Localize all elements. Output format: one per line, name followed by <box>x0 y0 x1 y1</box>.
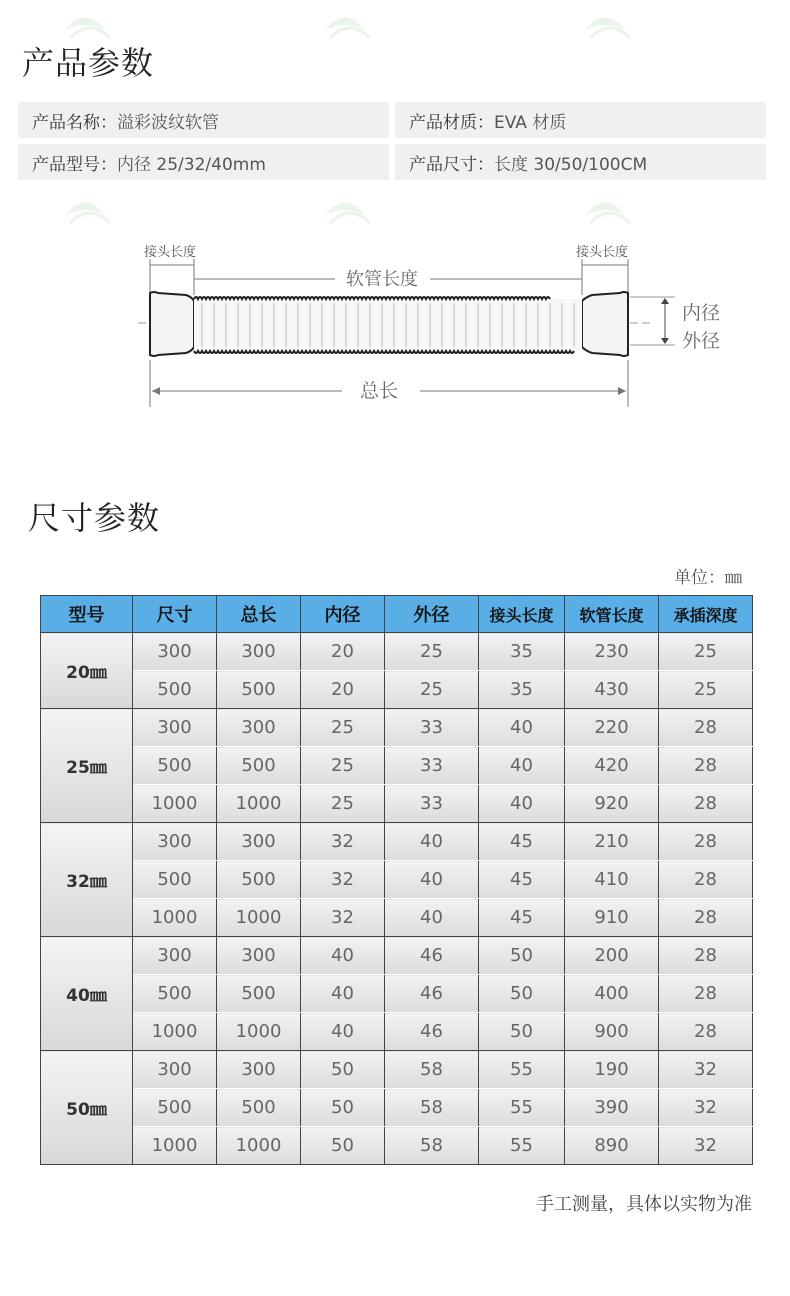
table-cell: 210 <box>565 823 659 861</box>
table-cell: 55 <box>479 1051 565 1089</box>
table-row <box>41 1127 753 1165</box>
table-cell: 35 <box>479 671 565 709</box>
table-cell: 50 <box>301 1127 385 1165</box>
table-header-row <box>41 596 753 633</box>
table-row <box>41 937 753 975</box>
table-cell: 50 <box>479 1013 565 1051</box>
table-cell: 40 <box>479 747 565 785</box>
table-cell: 500 <box>217 747 301 785</box>
table-cell: 410 <box>565 861 659 899</box>
table-cell: 46 <box>385 1013 479 1051</box>
table-row <box>41 633 753 671</box>
measurement-note: 手工测量，具体以实物为准 <box>536 1194 752 1215</box>
col-header-total-length: 总长 <box>217 596 301 633</box>
table-cell: 45 <box>479 899 565 937</box>
table-cell: 40 <box>301 975 385 1013</box>
table-cell: 40 <box>301 937 385 975</box>
table-cell: 1000 <box>217 785 301 823</box>
table-cell: 500 <box>217 861 301 899</box>
model-cell: 40㎜ <box>41 937 133 1051</box>
table-cell: 45 <box>479 823 565 861</box>
param-model <box>18 144 389 180</box>
table-cell: 33 <box>385 709 479 747</box>
table-cell: 28 <box>659 975 753 1013</box>
table-cell: 900 <box>565 1013 659 1051</box>
watermark-logo-icon <box>320 185 430 235</box>
size-params-title: 尺寸参数 <box>28 499 161 537</box>
param-value: 溢彩波纹软管 <box>117 112 219 133</box>
table-cell: 28 <box>659 1013 753 1051</box>
table-row <box>41 975 753 1013</box>
param-size <box>395 144 766 180</box>
table-cell: 200 <box>565 937 659 975</box>
table-cell: 40 <box>479 709 565 747</box>
table-cell: 35 <box>479 633 565 671</box>
watermark-logo-icon <box>580 0 690 50</box>
params-row <box>18 102 766 138</box>
table-cell: 1000 <box>133 1013 217 1051</box>
col-header-socket-depth: 承插深度 <box>659 596 753 633</box>
table-cell: 25 <box>301 709 385 747</box>
model-cell: 32㎜ <box>41 823 133 937</box>
table-cell: 1000 <box>217 1013 301 1051</box>
table-cell: 32 <box>659 1127 753 1165</box>
param-label: 产品材质： <box>409 112 494 133</box>
table-cell: 50 <box>479 937 565 975</box>
label-total-length: 总长 <box>360 380 399 402</box>
table-cell: 45 <box>479 861 565 899</box>
table-row <box>41 1051 753 1089</box>
watermark-logo-icon <box>580 185 690 235</box>
table-cell: 46 <box>385 975 479 1013</box>
table-cell: 300 <box>133 937 217 975</box>
table-cell: 300 <box>133 823 217 861</box>
col-header-model: 型号 <box>41 596 133 633</box>
table-cell: 500 <box>133 671 217 709</box>
table-cell: 1000 <box>217 1127 301 1165</box>
table-cell: 28 <box>659 747 753 785</box>
unit-label: 单位：㎜ <box>674 568 742 588</box>
table-cell: 300 <box>217 709 301 747</box>
label-joint-right: 接头长度 <box>576 245 629 260</box>
table-cell: 500 <box>133 747 217 785</box>
param-label: 产品型号： <box>32 154 117 175</box>
size-spec-table <box>40 595 753 1165</box>
param-label: 产品尺寸： <box>409 154 494 175</box>
table-cell: 32 <box>301 823 385 861</box>
param-value: EVA 材质 <box>494 112 567 133</box>
table-cell: 300 <box>217 1051 301 1089</box>
table-cell: 32 <box>301 899 385 937</box>
param-label: 产品名称： <box>32 112 117 133</box>
table-cell: 58 <box>385 1089 479 1127</box>
table-row <box>41 823 753 861</box>
table-cell: 58 <box>385 1051 479 1089</box>
param-value: 内径 25/32/40mm <box>117 154 266 175</box>
model-cell: 25㎜ <box>41 709 133 823</box>
table-cell: 28 <box>659 861 753 899</box>
table-cell: 25 <box>659 633 753 671</box>
hose-illustration <box>150 292 628 356</box>
table-row <box>41 671 753 709</box>
col-header-size: 尺寸 <box>133 596 217 633</box>
col-header-joint-length: 接头长度 <box>479 596 565 633</box>
hose-dimension-diagram <box>130 235 730 415</box>
table-cell: 300 <box>133 633 217 671</box>
table-row <box>41 747 753 785</box>
table-cell: 500 <box>133 861 217 899</box>
table-cell: 500 <box>217 1089 301 1127</box>
table-cell: 220 <box>565 709 659 747</box>
col-header-hose-length: 软管长度 <box>565 596 659 633</box>
table-cell: 300 <box>217 937 301 975</box>
table-cell: 300 <box>133 1051 217 1089</box>
label-hose-length: 软管长度 <box>346 269 418 290</box>
table-cell: 32 <box>659 1051 753 1089</box>
table-cell: 32 <box>301 861 385 899</box>
table-cell: 28 <box>659 899 753 937</box>
table-cell: 500 <box>217 671 301 709</box>
table-cell: 28 <box>659 785 753 823</box>
table-row <box>41 709 753 747</box>
table-cell: 300 <box>133 709 217 747</box>
table-cell: 420 <box>565 747 659 785</box>
table-cell: 890 <box>565 1127 659 1165</box>
table-cell: 1000 <box>217 899 301 937</box>
table-cell: 50 <box>301 1089 385 1127</box>
table-cell: 25 <box>301 785 385 823</box>
table-cell: 40 <box>385 861 479 899</box>
params-row <box>18 144 766 180</box>
watermark-logo-icon <box>60 185 170 235</box>
table-cell: 40 <box>301 1013 385 1051</box>
table-body <box>41 633 753 1165</box>
table-row <box>41 899 753 937</box>
table-row <box>41 785 753 823</box>
table-cell: 500 <box>133 975 217 1013</box>
table-cell: 20 <box>301 671 385 709</box>
table-cell: 55 <box>479 1127 565 1165</box>
table-cell: 1000 <box>133 899 217 937</box>
product-params-title: 产品参数 <box>22 44 155 82</box>
table-row <box>41 1013 753 1051</box>
table-cell: 58 <box>385 1127 479 1165</box>
table-cell: 28 <box>659 823 753 861</box>
table-cell: 33 <box>385 785 479 823</box>
model-cell: 50㎜ <box>41 1051 133 1165</box>
table-cell: 46 <box>385 937 479 975</box>
table-cell: 55 <box>479 1089 565 1127</box>
table-cell: 32 <box>659 1089 753 1127</box>
col-header-inner-diameter: 内径 <box>301 596 385 633</box>
product-params-grid <box>18 102 766 186</box>
table-cell: 40 <box>385 899 479 937</box>
table-cell: 20 <box>301 633 385 671</box>
param-product-name <box>18 102 389 138</box>
table-cell: 430 <box>565 671 659 709</box>
table-cell: 1000 <box>133 785 217 823</box>
table-cell: 50 <box>301 1051 385 1089</box>
table-cell: 230 <box>565 633 659 671</box>
table-cell: 500 <box>133 1089 217 1127</box>
table-cell: 25 <box>659 671 753 709</box>
table-cell: 40 <box>479 785 565 823</box>
table-cell: 910 <box>565 899 659 937</box>
param-material <box>395 102 766 138</box>
param-value: 长度 30/50/100CM <box>494 154 648 175</box>
table-cell: 25 <box>301 747 385 785</box>
label-inner-diameter: 内径 <box>682 302 721 324</box>
label-joint-left: 接头长度 <box>144 245 197 260</box>
table-cell: 300 <box>217 823 301 861</box>
watermark-logo-icon <box>320 0 430 50</box>
table-cell: 400 <box>565 975 659 1013</box>
table-cell: 390 <box>565 1089 659 1127</box>
table-cell: 33 <box>385 747 479 785</box>
table-cell: 50 <box>479 975 565 1013</box>
col-header-outer-diameter: 外径 <box>385 596 479 633</box>
table-row <box>41 1089 753 1127</box>
label-outer-diameter: 外径 <box>682 330 721 352</box>
table-cell: 28 <box>659 937 753 975</box>
table-cell: 28 <box>659 709 753 747</box>
table-cell: 300 <box>217 633 301 671</box>
table-cell: 500 <box>217 975 301 1013</box>
table-cell: 25 <box>385 633 479 671</box>
table-cell: 190 <box>565 1051 659 1089</box>
table-row <box>41 861 753 899</box>
model-cell: 20㎜ <box>41 633 133 709</box>
table-cell: 1000 <box>133 1127 217 1165</box>
table-cell: 25 <box>385 671 479 709</box>
table-cell: 920 <box>565 785 659 823</box>
table-cell: 40 <box>385 823 479 861</box>
